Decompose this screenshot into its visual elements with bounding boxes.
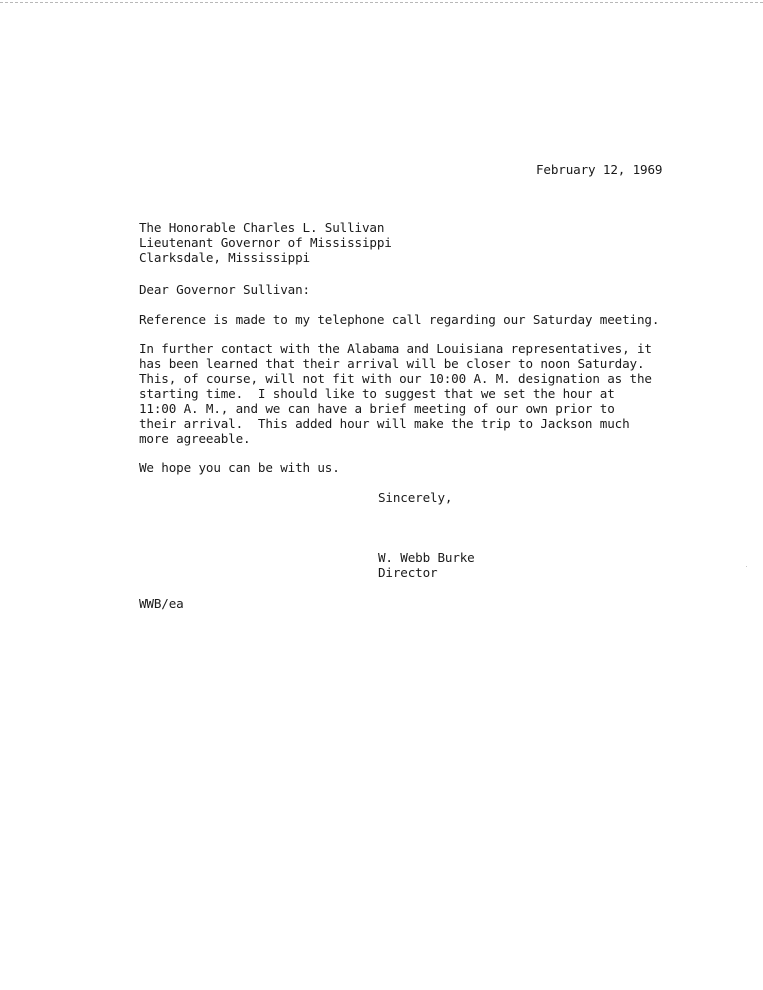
- signer-title: Director: [378, 565, 438, 580]
- recipient-location: Clarksdale, Mississippi: [139, 250, 310, 265]
- reference-initials: WWB/ea: [139, 596, 184, 611]
- paragraph-line: This, of course, will not fit with our 10:00 A. M. designation as the: [139, 371, 652, 386]
- paper-speck: [746, 566, 747, 567]
- paragraph-line: In further contact with the Alabama and Louisiana representatives, it: [139, 341, 652, 356]
- paragraph-line: their arrival. This added hour will make the trip to Jackson much: [139, 416, 630, 431]
- recipient-name: The Honorable Charles L. Sullivan: [139, 220, 385, 235]
- paragraph-line: starting time. I should like to suggest that we set the hour at: [139, 386, 615, 401]
- paragraph-line: 11:00 A. M., and we can have a brief meeting of our own prior to: [139, 401, 615, 416]
- paragraph-line: more agreeable.: [139, 431, 251, 446]
- paragraph-hope: We hope you can be with us.: [139, 460, 340, 475]
- recipient-title: Lieutenant Governor of Mississippi: [139, 235, 392, 250]
- paragraph-line: has been learned that their arrival will be closer to noon Saturday.: [139, 356, 645, 371]
- paragraph-reference: Reference is made to my telephone call regarding our Saturday meeting.: [139, 312, 660, 327]
- signer-name: W. Webb Burke: [378, 550, 475, 565]
- salutation: Dear Governor Sullivan:: [139, 282, 310, 297]
- complimentary-closing: Sincerely,: [378, 490, 453, 505]
- letter-date: February 12, 1969: [536, 162, 663, 177]
